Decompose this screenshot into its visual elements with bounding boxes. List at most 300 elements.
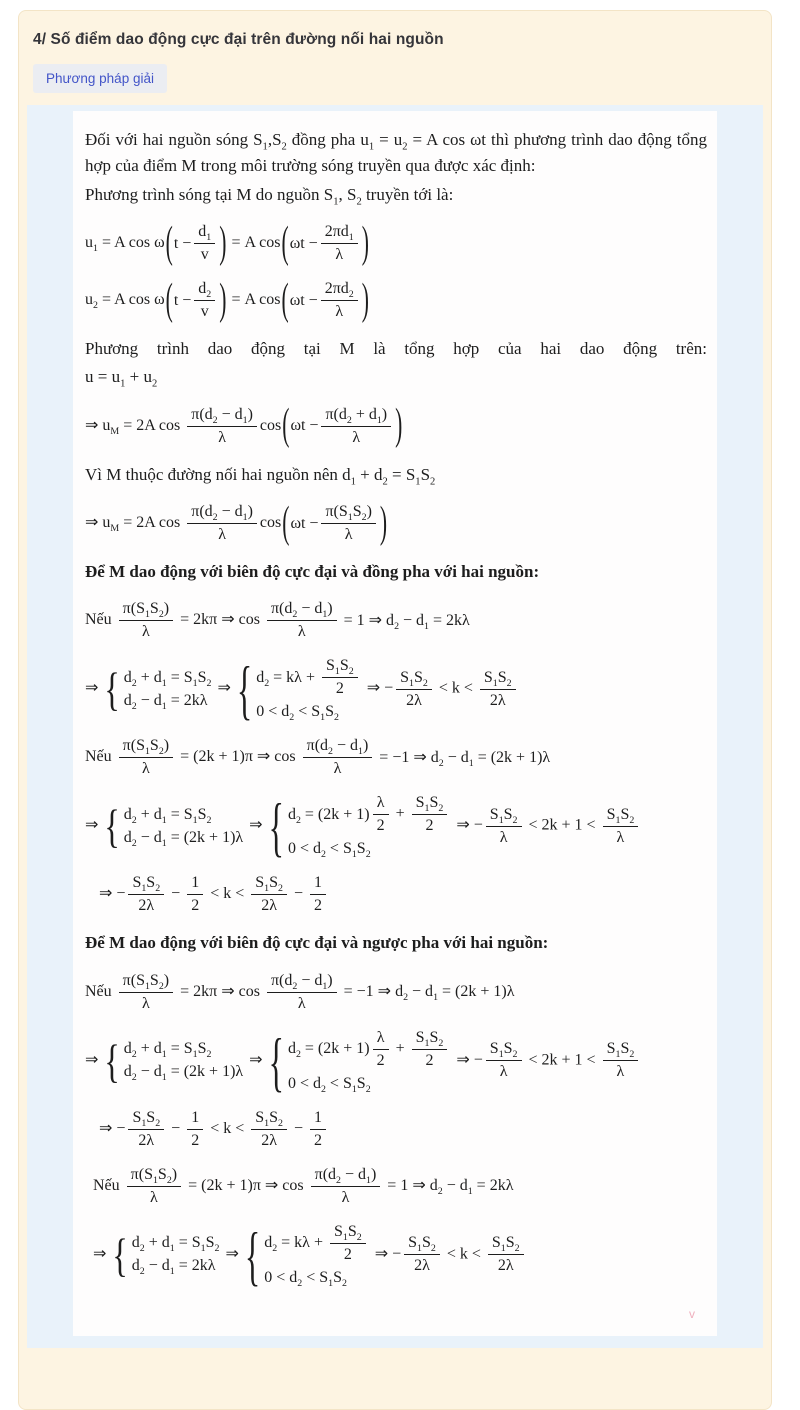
subscript: 2 (438, 757, 444, 769)
cases-group (104, 1034, 244, 1087)
math-text: λ (142, 760, 150, 778)
math-text: λ (341, 1188, 350, 1206)
subscript: 1 (144, 746, 150, 758)
math-text: ⇒ − (452, 1051, 483, 1069)
subscript: 2 (382, 476, 388, 488)
numerator (373, 1028, 389, 1050)
fraction (119, 599, 173, 642)
math-text: $\pi(d_2 + d_1)$ (325, 405, 388, 426)
cases-row (256, 656, 360, 699)
math-text: $d_2 + d_1 = S_1S_2$ (123, 1040, 212, 1061)
subscript: 2 (333, 712, 339, 724)
denominator (373, 1050, 389, 1071)
math-text: v (200, 303, 209, 321)
denominator (322, 678, 358, 699)
denominator (396, 690, 432, 711)
numerator (187, 1108, 203, 1130)
brace-icon: { (268, 789, 284, 864)
subscript: 1 (350, 476, 356, 488)
text-line (85, 182, 707, 208)
text-line (85, 559, 707, 585)
subscript: 1 (409, 678, 414, 690)
fraction (603, 1039, 639, 1082)
math-text: 1 (191, 874, 200, 892)
denominator (251, 895, 287, 916)
math-text: $S_1S_2$ (400, 668, 428, 690)
subscript: 2 (206, 1049, 212, 1061)
denominator (373, 815, 389, 836)
fraction (373, 793, 389, 836)
method-content-panel (27, 105, 763, 1348)
subscript: 2 (264, 677, 270, 689)
numerator (128, 1108, 164, 1130)
fraction (119, 971, 173, 1014)
subscript: 2 (341, 1277, 347, 1289)
math-text: 2λ (414, 1257, 430, 1275)
subscript: 1 (328, 1277, 334, 1289)
subscript: 2 (289, 712, 295, 724)
right-paren-icon: ) (395, 399, 403, 450)
subscript: 1 (144, 609, 150, 621)
subscript: 1 (152, 1174, 158, 1186)
math-text: $S_1S_2$ (408, 1234, 436, 1255)
numerator (404, 1233, 440, 1255)
text-line (85, 336, 707, 362)
text-line (85, 930, 707, 956)
numerator (187, 502, 257, 524)
math-text: < k < (206, 1119, 249, 1137)
math-text: = 1 ⇒ $d_2 - d_1 = 2k\lambda$ (339, 611, 470, 632)
math-text: 2 (191, 1131, 200, 1149)
math-text: $S_1S_2$ (415, 794, 444, 815)
math-text: λ (142, 994, 150, 1012)
cases-row (124, 1062, 243, 1082)
cases-row (124, 828, 243, 848)
fraction (321, 405, 391, 448)
cases-row (264, 1222, 368, 1265)
subscript: 2 (394, 620, 400, 632)
subscript: 1 (433, 992, 439, 1004)
math-text: λ (218, 428, 226, 446)
math-text: $d_2$ (198, 280, 212, 301)
numerator (486, 805, 522, 827)
math-text: $S_1S_2$ (489, 805, 518, 827)
brace-icon: { (112, 1228, 128, 1281)
fraction (119, 736, 173, 779)
math-text: Để M dao động với biên độ cực đại và đồng pha với hai nguồn: (85, 562, 540, 582)
subscript: 2 (214, 1243, 220, 1255)
right-paren-icon: ) (361, 217, 369, 267)
math-text: 2λ (138, 1131, 155, 1149)
math-text: λ (616, 828, 625, 846)
subscript: 2 (206, 289, 212, 301)
numerator (321, 222, 358, 244)
fraction (412, 1028, 448, 1071)
subscript: 1 (615, 815, 621, 827)
subscript: 1 (320, 712, 326, 724)
fraction (488, 1233, 524, 1276)
math-text: λ (616, 1063, 625, 1081)
cases-rows (132, 1233, 220, 1276)
subscript: 2 (320, 849, 326, 861)
subscript: 1 (351, 849, 357, 861)
paren-content (290, 222, 361, 265)
math-text: cos (259, 416, 282, 434)
subscript: 1 (333, 196, 339, 208)
subscript: 2 (158, 980, 164, 992)
math-text: $\pi(S_1S_2)$ (122, 971, 170, 992)
math-line (85, 652, 707, 727)
denominator (321, 244, 358, 265)
cases-row (124, 691, 212, 711)
cases-rows (124, 1039, 243, 1082)
subscript: 1 (93, 243, 98, 255)
fraction (128, 873, 164, 916)
subscript: 2 (93, 300, 98, 312)
fraction (321, 279, 358, 322)
paren-content (290, 502, 378, 545)
cases-rows (288, 1028, 450, 1094)
math-text: = A cos (227, 234, 281, 252)
math-text: = −1 ⇒ $d_2 - d_1 = (2k + 1)\lambda$ (375, 748, 551, 769)
subscript: 2 (272, 1243, 278, 1255)
cases-row (288, 793, 450, 836)
numerator (321, 279, 358, 301)
left-paren-icon: ( (281, 217, 289, 267)
subscript: 2 (206, 678, 212, 690)
subscript: 1 (200, 1243, 206, 1255)
math-text: $d_2 + d_1 = S_1S_2$ (123, 668, 212, 690)
section-title: 4/ Số điểm dao động cực đại trên đường nối hai nguồn (33, 31, 444, 48)
subscript: 2 (438, 803, 444, 815)
numerator (488, 1233, 524, 1255)
math-text: λ (344, 526, 353, 544)
math-text: = −1 ⇒ $d_2 - d_1 = (2k + 1)\lambda$ (339, 982, 515, 1004)
fraction (404, 1233, 440, 1276)
math-text: 2λ (406, 691, 422, 709)
subscript: 1 (141, 1117, 147, 1129)
fraction (310, 1108, 326, 1151)
subscript: 1 (161, 701, 167, 713)
subscript: 1 (262, 141, 268, 153)
subscript: 1 (264, 883, 270, 895)
math-text: ⇒ − (370, 1245, 402, 1263)
subscript: 2 (155, 883, 161, 895)
math-text: ⇒ (245, 817, 267, 835)
math-text: ⇒ (93, 1245, 111, 1263)
math-text: $\pi(d_2 - d_1)$ (270, 600, 333, 621)
denominator (187, 895, 203, 916)
cases-row (288, 839, 450, 859)
math-text: $u_1 = A$ cos ω (85, 234, 165, 255)
math-text: ⇒ − (99, 885, 126, 903)
fraction (194, 279, 215, 322)
math-text: λ (297, 994, 306, 1012)
math-text: $\pi(d_2 - d_1)$ (191, 405, 253, 426)
math-text: 2λ (489, 691, 506, 709)
subscript: 2 (402, 141, 408, 153)
math-text: $u = u_1 + u_2$ (85, 367, 158, 390)
numerator (310, 1108, 326, 1130)
math-text: λ (335, 246, 344, 264)
fraction (127, 1165, 181, 1208)
subscript: 1 (467, 1186, 473, 1198)
numerator (251, 1108, 287, 1130)
subscript: 2 (629, 815, 635, 827)
math-text: $S_1S_2$ (491, 1234, 520, 1255)
math-line (85, 274, 707, 324)
math-text: − (167, 1119, 185, 1137)
math-line (85, 971, 707, 1014)
subscript: 1 (169, 1243, 175, 1255)
text-line (85, 364, 707, 390)
math-text: $d_2 = k\lambda$ + (256, 668, 319, 689)
fraction (194, 222, 215, 265)
subscript: 2 (356, 1231, 362, 1243)
math-line (85, 599, 707, 642)
denominator (311, 1187, 381, 1208)
subscript: 1 (498, 815, 504, 827)
math-line (85, 736, 707, 779)
denominator (321, 524, 375, 545)
math-text: = (2k + 1)π ⇒ cos (176, 748, 300, 766)
subscript: 1 (358, 746, 363, 758)
math-text: 2 (191, 897, 200, 915)
fraction (187, 873, 203, 916)
subscript: 2 (365, 1083, 371, 1095)
subscript: 2 (336, 1174, 341, 1186)
cases-row (256, 702, 360, 722)
subscript: 1 (334, 666, 340, 678)
math-text: 2λ (261, 897, 277, 915)
numerator (322, 656, 358, 678)
subscript: 2 (292, 980, 298, 992)
right-paren-icon: ) (379, 497, 388, 547)
subscript: 1 (161, 1072, 167, 1084)
subscript: 2 (403, 992, 409, 1004)
denominator (187, 524, 257, 545)
cases-rows (264, 1222, 368, 1288)
fraction (128, 1108, 164, 1151)
math-text: λ (376, 1028, 385, 1046)
math-text: 2 (335, 680, 344, 698)
math-text: λ (218, 526, 226, 544)
math-text: ⇒ (213, 680, 235, 698)
numerator (321, 502, 375, 524)
math-text: $S_1S_2$ (325, 657, 354, 678)
math-text: = 2kπ ⇒ cos (176, 611, 264, 629)
math-text: 1 (313, 1108, 322, 1126)
subscript: 1 (342, 1231, 348, 1243)
numerator (303, 736, 373, 758)
cases-group (104, 663, 212, 716)
fraction (480, 668, 516, 711)
denominator (412, 1050, 448, 1071)
paren-group (165, 274, 228, 324)
numerator (412, 793, 448, 815)
math-text: $2\pi d_1$ (324, 223, 354, 244)
subscript: 1 (161, 815, 167, 827)
math-text: 2 (376, 1051, 385, 1069)
subscript: 2 (512, 815, 518, 827)
math-text: ⇒ (85, 817, 103, 835)
math-text: ωt − (289, 291, 318, 309)
math-text: Để M dao động với biên độ cực đại và ngược pha với hai nguồn: (85, 933, 549, 953)
subscript: 2 (166, 1174, 172, 1186)
subscript: 1 (206, 232, 212, 244)
subscript: 2 (131, 815, 137, 827)
math-text: $S_1S_2$ (489, 1040, 518, 1061)
cases-rows (124, 668, 212, 711)
paren-group (165, 217, 228, 267)
paren-group (281, 497, 388, 547)
denominator (310, 895, 326, 916)
math-text: ωt − (290, 417, 319, 435)
denominator (486, 827, 522, 848)
math-text: λ (150, 1188, 158, 1206)
watermark-text: v (689, 1307, 695, 1322)
math-text: $0 < d_2 < S_1S_2$ (287, 1074, 371, 1095)
math-text: < 2k + 1 < (524, 1051, 600, 1069)
cases-row (124, 668, 212, 688)
brace-icon: { (244, 1217, 261, 1292)
section-card (18, 10, 772, 1410)
numerator (251, 873, 287, 895)
subscript: 1 (192, 815, 198, 827)
subscript: 2 (281, 141, 287, 153)
numerator (119, 599, 173, 621)
paren-content (174, 222, 218, 265)
math-text: $0 < d_2 < S_1S_2$ (264, 1268, 347, 1289)
paren-content (174, 279, 218, 322)
fraction (187, 1108, 203, 1151)
math-text: Phương trình dao động tại M là tổng hợp của hai dao động trên: (85, 339, 707, 359)
math-text: Đối với hai nguồn sóng $S_1,S_2$ đồng pha $u_1 = u_2 = A$ cos ωt thì phương trình dao động tổng hợp của điểm M trong môi trường sóng truyền qua được xác định: (85, 130, 708, 176)
left-paren-icon: ( (282, 399, 290, 450)
text-line (85, 462, 707, 488)
math-text: $\pi(S_1S_2)$ (122, 600, 170, 621)
fraction (267, 971, 337, 1014)
math-text: $S_1S_2$ (255, 874, 283, 895)
brace-icon: { (104, 1034, 120, 1087)
math-text: Vì M thuộc đường nối hai nguồn nên $d_1 + d_2 = S_1S_2$ (85, 464, 436, 488)
left-paren-icon: ( (165, 217, 173, 267)
denominator (127, 1187, 181, 1208)
math-text: 2 (343, 1245, 352, 1263)
math-text: 2λ (138, 897, 155, 915)
paren-group (280, 274, 369, 324)
cases-group (244, 1217, 369, 1292)
math-text: $S_1S_2$ (415, 1028, 444, 1049)
subscript: 1 (169, 1266, 175, 1278)
denominator (321, 301, 358, 322)
cases-row (288, 1074, 450, 1094)
numerator (330, 1222, 366, 1244)
math-text: 2 (313, 897, 322, 915)
math-text: λ (333, 760, 342, 778)
numerator (119, 971, 173, 993)
subscript: 1 (417, 1243, 422, 1255)
math-line (93, 1165, 707, 1208)
math-text: ⇒ $u_M = 2A$ cos (85, 514, 185, 535)
math-text: $\pi(d_2 - d_1)$ (191, 503, 253, 524)
subscript: 2 (212, 512, 218, 524)
numerator (311, 1165, 381, 1187)
denominator (194, 301, 215, 322)
math-text: ⇒ (85, 680, 103, 698)
math-text: λ (297, 623, 306, 641)
subscript: 1 (161, 1049, 167, 1061)
math-text: ⇒ − (452, 817, 483, 835)
subscript: 2 (131, 1072, 137, 1084)
math-text: t − (173, 291, 192, 309)
subscript: 2 (295, 814, 301, 826)
math-text: λ (376, 794, 385, 812)
subscript: 2 (295, 1049, 301, 1061)
denominator (267, 621, 337, 642)
fraction (311, 1165, 381, 1208)
subscript: 2 (437, 1186, 443, 1198)
denominator (603, 1061, 639, 1082)
math-text: 2 (313, 1131, 322, 1149)
cases-row (124, 1039, 243, 1059)
math-text: − (289, 1119, 307, 1137)
math-text: Nếu (93, 1176, 124, 1194)
left-paren-icon: ( (165, 274, 173, 324)
math-text: $S_1S_2$ (132, 874, 161, 895)
math-text: $S_1S_2$ (333, 1222, 362, 1243)
subscript: 2 (131, 1049, 137, 1061)
denominator (310, 1130, 326, 1151)
math-text: $S_1S_2$ (483, 668, 512, 690)
math-text: $d_2 - d_1 = (2k + 1)\lambda$ (123, 1063, 244, 1084)
cases-rows (256, 656, 360, 722)
denominator (603, 827, 639, 848)
numerator (187, 405, 257, 427)
subscript: 2 (506, 678, 512, 690)
math-text: ⇒ $u_M = 2A$ cos (85, 416, 185, 438)
paren-group (281, 399, 403, 450)
math-text: ωt − (289, 234, 318, 252)
numerator (187, 873, 203, 895)
subscript: 2 (430, 476, 436, 488)
fraction (486, 805, 522, 848)
denominator (194, 244, 215, 265)
math-text: = 2kπ ⇒ cos (176, 982, 264, 1000)
numerator (267, 971, 337, 993)
math-text: ⇒ − (362, 680, 394, 698)
math-text: − (289, 885, 307, 903)
denominator (251, 1130, 287, 1151)
subscript: M (110, 426, 120, 438)
math-text: ⇒ (245, 1051, 267, 1069)
left-paren-icon: ( (282, 497, 290, 547)
subscript: 2 (348, 289, 354, 301)
cases-group (104, 800, 244, 853)
paren-group (280, 217, 369, 267)
math-text: 2λ (261, 1131, 277, 1149)
fraction (321, 502, 375, 545)
math-text: $2\pi d_2$ (324, 280, 354, 301)
method-tab[interactable]: Phương pháp giải (33, 64, 167, 93)
subscript: 2 (158, 746, 164, 758)
math-text: + (391, 805, 409, 823)
subscript: 1 (120, 378, 126, 390)
fraction (396, 668, 432, 711)
paren-content (290, 279, 361, 322)
subscript: 2 (131, 678, 137, 690)
left-paren-icon: ( (281, 274, 289, 324)
